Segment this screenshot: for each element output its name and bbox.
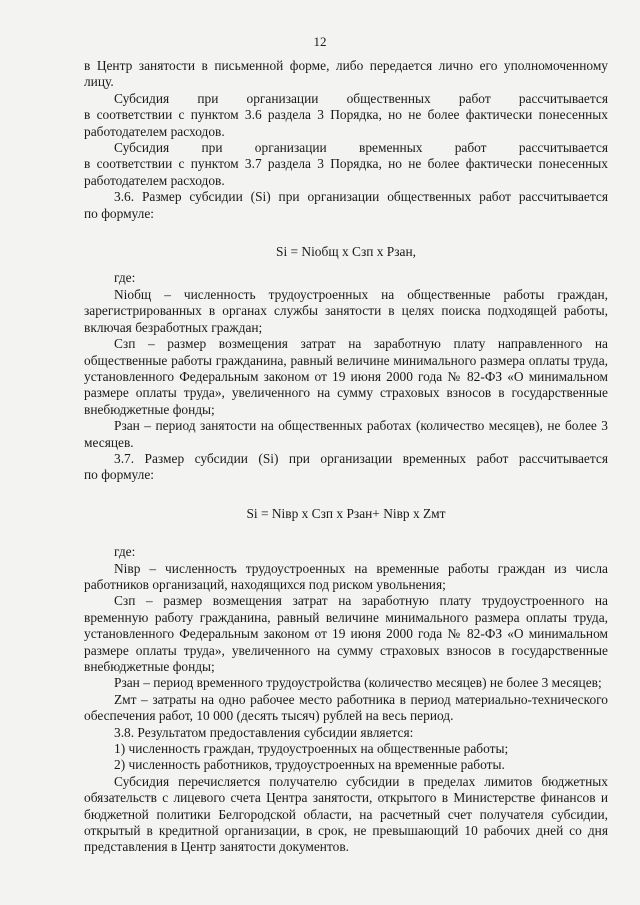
paragraph: по формуле: — [84, 467, 154, 483]
paragraph: лицу. — [84, 74, 114, 90]
paragraph: Субсидия при организации временных работ рассчитывается — [114, 140, 608, 156]
paragraph: работодателем расходов. — [84, 172, 225, 188]
paragraph: Субсидия при организации общественных работ рассчитывается — [114, 90, 608, 106]
definition-paragraph: Nioбщ – численность трудоустроенных на общественные работы граждан, зарегистрированных в органах службы занятости в целях поиска подходящей работы, включая безработных граждан; — [84, 286, 608, 335]
formula-temporary-works: Si = Niвр x Cзп x Рзан+ Niвр x Zмт — [246, 505, 446, 521]
paragraph: работодателем расходов. — [84, 123, 225, 139]
definition-paragraph: Рзан – период занятости на общественных работах (количество месяцев), не более 3 месяцев. — [84, 418, 608, 450]
paragraph: где: — [114, 544, 136, 560]
list-item: 1) численность граждан, трудоустроенных на общественные работы; — [114, 741, 509, 757]
definition-paragraph: Zмт – затраты на одно рабочее место работника в период материально-технического обеспечения работ, 10 000 (десять тысяч) рублей на весь период. — [84, 691, 608, 724]
paragraph: 3.7. Размер субсидии (Si) при организации временных работ рассчитывается — [114, 450, 608, 466]
paragraph: по формуле: — [84, 205, 154, 221]
formula-public-works: Si = Nioбщ x Cзп x Рзан, — [276, 244, 416, 260]
page-number: 12 — [313, 34, 327, 49]
list-item: 2) численность работников, трудоустроенных на временные работы. — [114, 757, 505, 773]
definition-paragraph: Niвр – численность трудоустроенных на временные работы граждан из числа работников организаций, находящихся под риском увольнения; — [84, 560, 608, 592]
paragraph: где: — [114, 270, 136, 286]
definition-paragraph: Рзан – период временного трудоустройства (количество месяцев) не более 3 месяцев; — [114, 675, 602, 691]
paragraph: в соответствии с пунктом 3.6 раздела 3 Порядка, но не более фактически понесенных — [84, 107, 608, 123]
paragraph: в Центр занятости в письменной форме, либо передается лично его уполномоченному — [84, 58, 608, 73]
document-body — [84, 58, 608, 856]
definition-paragraph: Cзп – размер возмещения затрат на заработную плату трудоустроенного на временную работу гражданина, равный величине минимального размера оплаты труда, установленного Федеральным законом от 19 июня 2000 года № 82-ФЗ «О минимальном размере оплаты труда», увеличенного на сумму страховых взносов в государственные внебюджетные фонды; — [84, 593, 608, 674]
definition-paragraph: Cзп – размер возмещения затрат на заработную плату направленного на общественные работы гражданина, равный величине минимального размера оплаты труда, установленного Федеральным законом от 19 июня 2000 года № 82-ФЗ «О минимальном размере оплаты труда», увеличенного на сумму страховых взносов в государственные внебюджетные фонды; — [84, 336, 608, 417]
paragraph: Субсидия перечисляется получателю субсидии в пределах лимитов бюджетных обязательств с лицевого счета Центра занятости, открытого в Министерстве финансов и бюджетной политики Белгородской области, на расчетный счет получателя субсидии, открытый в кредитной организации, в срок, не превышающий 10 рабочих дней со дня представления в Центр занятости документов. — [84, 773, 608, 855]
paragraph: в соответствии с пунктом 3.7 раздела 3 Порядка, но не более фактически понесенных — [84, 156, 608, 172]
paragraph: 3.8. Результатом предоставления субсидии является: — [114, 724, 414, 740]
paragraph: 3.6. Размер субсидии (Si) при организации общественных работ рассчитывается — [114, 189, 608, 205]
